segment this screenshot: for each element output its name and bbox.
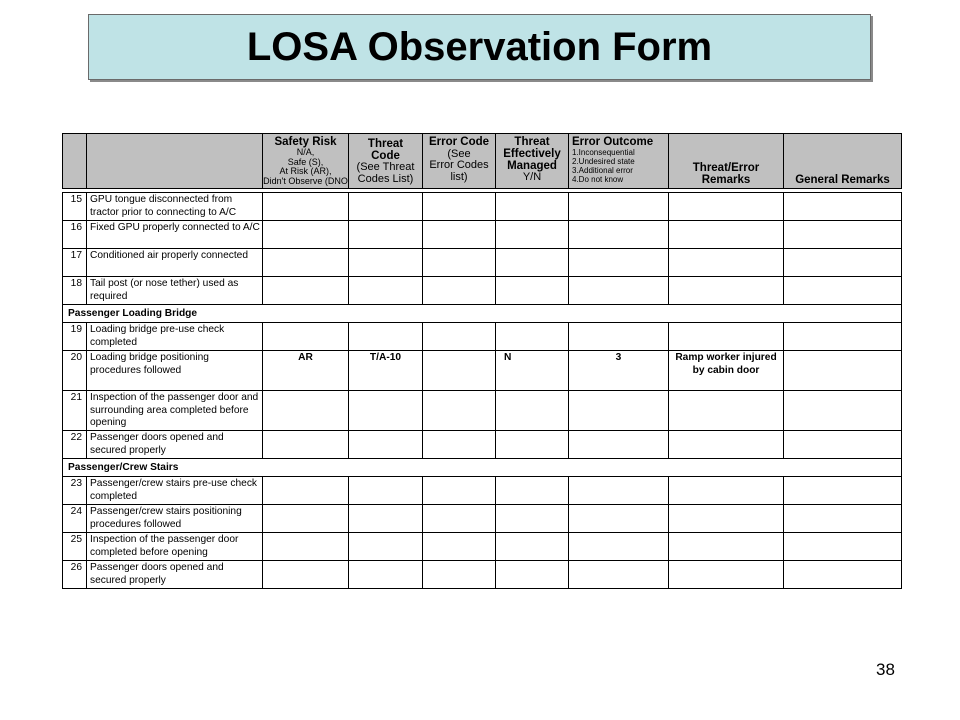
- error-code-cell[interactable]: [423, 505, 496, 533]
- error-outcome-cell[interactable]: [569, 277, 669, 305]
- error-code-cell[interactable]: [423, 193, 496, 221]
- threat-code-cell[interactable]: [349, 391, 423, 431]
- item-number: 24: [63, 505, 87, 533]
- error-code-cell[interactable]: [423, 277, 496, 305]
- error-code-cell[interactable]: [423, 533, 496, 561]
- error-outcome-cell[interactable]: [569, 431, 669, 459]
- table-row: [63, 249, 902, 277]
- threat-error-remarks-cell[interactable]: [669, 193, 784, 221]
- table-row: [63, 505, 902, 533]
- table-row: [63, 477, 902, 505]
- safety-risk-cell[interactable]: [263, 533, 349, 561]
- item-description: Loading bridge positioning procedures followed: [87, 351, 263, 391]
- threat-error-remarks-cell[interactable]: [669, 505, 784, 533]
- threat-managed-cell[interactable]: [496, 431, 569, 459]
- header-error-outcome: Error Outcome 1.Inconsequential 2.Undesired state 3.Additional error 4.Do not know: [569, 134, 669, 189]
- item-number: 26: [63, 561, 87, 589]
- threat-error-remarks-cell[interactable]: [669, 431, 784, 459]
- form-title: LOSA Observation Form: [246, 24, 713, 69]
- threat-error-remarks-cell[interactable]: [669, 277, 784, 305]
- table-row: [63, 351, 902, 391]
- item-description: Passenger doors opened and secured properly: [87, 431, 263, 459]
- form-title-banner: [88, 14, 871, 80]
- threat-error-remarks-cell[interactable]: [669, 477, 784, 505]
- table-row: [63, 193, 902, 221]
- table-row: [63, 561, 902, 589]
- safety-risk-cell[interactable]: [263, 193, 349, 221]
- error-outcome-cell[interactable]: [569, 561, 669, 589]
- error-outcome-cell[interactable]: [569, 477, 669, 505]
- threat-code-cell[interactable]: [349, 277, 423, 305]
- threat-managed-cell[interactable]: [496, 249, 569, 277]
- page-number: 38: [876, 660, 895, 679]
- threat-code-cell[interactable]: [349, 431, 423, 459]
- item-description: Passenger/crew stairs positioning procedures followed: [87, 505, 263, 533]
- threat-managed-cell[interactable]: [496, 561, 569, 589]
- safety-risk-cell[interactable]: AR: [263, 351, 349, 391]
- threat-error-remarks-cell[interactable]: [669, 221, 784, 249]
- header-blank-item: [87, 134, 263, 189]
- threat-code-cell[interactable]: [349, 505, 423, 533]
- threat-managed-cell[interactable]: [496, 505, 569, 533]
- item-description: Inspection of the passenger door and surrounding area completed before opening: [87, 391, 263, 431]
- threat-code-cell[interactable]: [349, 561, 423, 589]
- general-remarks-cell[interactable]: [784, 391, 902, 431]
- general-remarks-cell[interactable]: [784, 323, 902, 351]
- threat-code-cell[interactable]: [349, 249, 423, 277]
- threat-managed-cell[interactable]: [496, 277, 569, 305]
- item-description: GPU tongue disconnected from tractor prior to connecting to A/C: [87, 193, 263, 221]
- item-description: Inspection of the passenger door completed before opening: [87, 533, 263, 561]
- threat-managed-cell[interactable]: N: [496, 351, 569, 391]
- safety-risk-cell[interactable]: [263, 277, 349, 305]
- safety-risk-cell[interactable]: [263, 561, 349, 589]
- safety-risk-cell[interactable]: [263, 477, 349, 505]
- section-title: Passenger Loading Bridge: [63, 305, 902, 323]
- item-description: Fixed GPU properly connected to A/C: [87, 221, 263, 249]
- table-row: [63, 277, 902, 305]
- threat-managed-cell[interactable]: [496, 533, 569, 561]
- header-blank-num: [63, 134, 87, 189]
- general-remarks-cell[interactable]: [784, 193, 902, 221]
- item-description: Passenger doors opened and secured properly: [87, 561, 263, 589]
- general-remarks-cell[interactable]: [784, 505, 902, 533]
- threat-error-remarks-cell[interactable]: [669, 391, 784, 431]
- section-row: [63, 305, 902, 323]
- section-title: Passenger/Crew Stairs: [63, 459, 902, 477]
- table-row: [63, 391, 902, 431]
- threat-error-remarks-cell[interactable]: Ramp worker injured by cabin door: [669, 351, 784, 391]
- item-description: Conditioned air properly connected: [87, 249, 263, 277]
- safety-risk-cell[interactable]: [263, 431, 349, 459]
- header-general-remarks: General Remarks: [784, 134, 902, 189]
- error-code-cell[interactable]: [423, 431, 496, 459]
- threat-managed-cell[interactable]: [496, 477, 569, 505]
- item-number: 23: [63, 477, 87, 505]
- general-remarks-cell[interactable]: [784, 351, 902, 391]
- header-threat-error-remarks: Threat/Error Remarks: [669, 134, 784, 189]
- header-threat-code: Threat Code (See Threat Codes List): [349, 134, 423, 189]
- item-number: 19: [63, 323, 87, 351]
- safety-risk-cell[interactable]: [263, 391, 349, 431]
- item-description: Loading bridge pre-use check completed: [87, 323, 263, 351]
- threat-error-remarks-cell[interactable]: [669, 323, 784, 351]
- general-remarks-cell[interactable]: [784, 533, 902, 561]
- threat-code-cell[interactable]: [349, 533, 423, 561]
- general-remarks-cell[interactable]: [784, 431, 902, 459]
- error-outcome-cell[interactable]: [569, 391, 669, 431]
- threat-managed-cell[interactable]: [496, 193, 569, 221]
- item-number: 25: [63, 533, 87, 561]
- header-safety-risk: Safety Risk N/A, Safe (S), At Risk (AR), Didn't Observe (DNO: [263, 134, 349, 189]
- item-number: 18: [63, 277, 87, 305]
- safety-risk-cell[interactable]: [263, 221, 349, 249]
- error-outcome-cell[interactable]: [569, 533, 669, 561]
- threat-code-cell[interactable]: [349, 193, 423, 221]
- item-number: 15: [63, 193, 87, 221]
- item-description: Passenger/crew stairs pre-use check completed: [87, 477, 263, 505]
- error-code-cell[interactable]: [423, 221, 496, 249]
- error-code-cell[interactable]: [423, 391, 496, 431]
- item-number: 17: [63, 249, 87, 277]
- error-outcome-cell[interactable]: [569, 221, 669, 249]
- threat-code-cell[interactable]: [349, 477, 423, 505]
- safety-risk-cell[interactable]: [263, 249, 349, 277]
- error-code-cell[interactable]: [423, 477, 496, 505]
- error-code-cell[interactable]: [423, 249, 496, 277]
- threat-code-cell[interactable]: [349, 323, 423, 351]
- error-outcome-cell[interactable]: [569, 249, 669, 277]
- safety-risk-cell[interactable]: [263, 323, 349, 351]
- error-outcome-cell[interactable]: [569, 323, 669, 351]
- header-error-code: Error Code (See Error Codes list): [423, 134, 496, 189]
- general-remarks-cell[interactable]: [784, 561, 902, 589]
- threat-error-remarks-cell[interactable]: [669, 249, 784, 277]
- threat-code-cell[interactable]: T/A-10: [349, 351, 423, 391]
- item-number: 20: [63, 351, 87, 391]
- error-outcome-cell[interactable]: [569, 193, 669, 221]
- error-outcome-cell[interactable]: [569, 505, 669, 533]
- error-code-cell[interactable]: [423, 351, 496, 391]
- table-row: [63, 221, 902, 249]
- observation-table: [62, 192, 902, 589]
- threat-error-remarks-cell[interactable]: [669, 533, 784, 561]
- section-row: [63, 459, 902, 477]
- threat-code-cell[interactable]: [349, 221, 423, 249]
- general-remarks-cell[interactable]: [784, 277, 902, 305]
- table-row: [63, 533, 902, 561]
- threat-error-remarks-cell[interactable]: [669, 561, 784, 589]
- item-number: 22: [63, 431, 87, 459]
- threat-managed-cell[interactable]: [496, 323, 569, 351]
- item-number: 16: [63, 221, 87, 249]
- general-remarks-cell[interactable]: [784, 221, 902, 249]
- item-description: Tail post (or nose tether) used as required: [87, 277, 263, 305]
- form-header-row: [62, 133, 902, 189]
- table-row: [63, 431, 902, 459]
- general-remarks-cell[interactable]: [784, 249, 902, 277]
- threat-managed-cell[interactable]: [496, 391, 569, 431]
- general-remarks-cell[interactable]: [784, 477, 902, 505]
- error-code-cell[interactable]: [423, 323, 496, 351]
- threat-managed-cell[interactable]: [496, 221, 569, 249]
- error-code-cell[interactable]: [423, 561, 496, 589]
- item-number: 21: [63, 391, 87, 431]
- error-outcome-cell[interactable]: 3: [569, 351, 669, 391]
- table-row: [63, 323, 902, 351]
- header-threat-managed: Threat Effectively Managed Y/N: [496, 134, 569, 189]
- safety-risk-cell[interactable]: [263, 505, 349, 533]
